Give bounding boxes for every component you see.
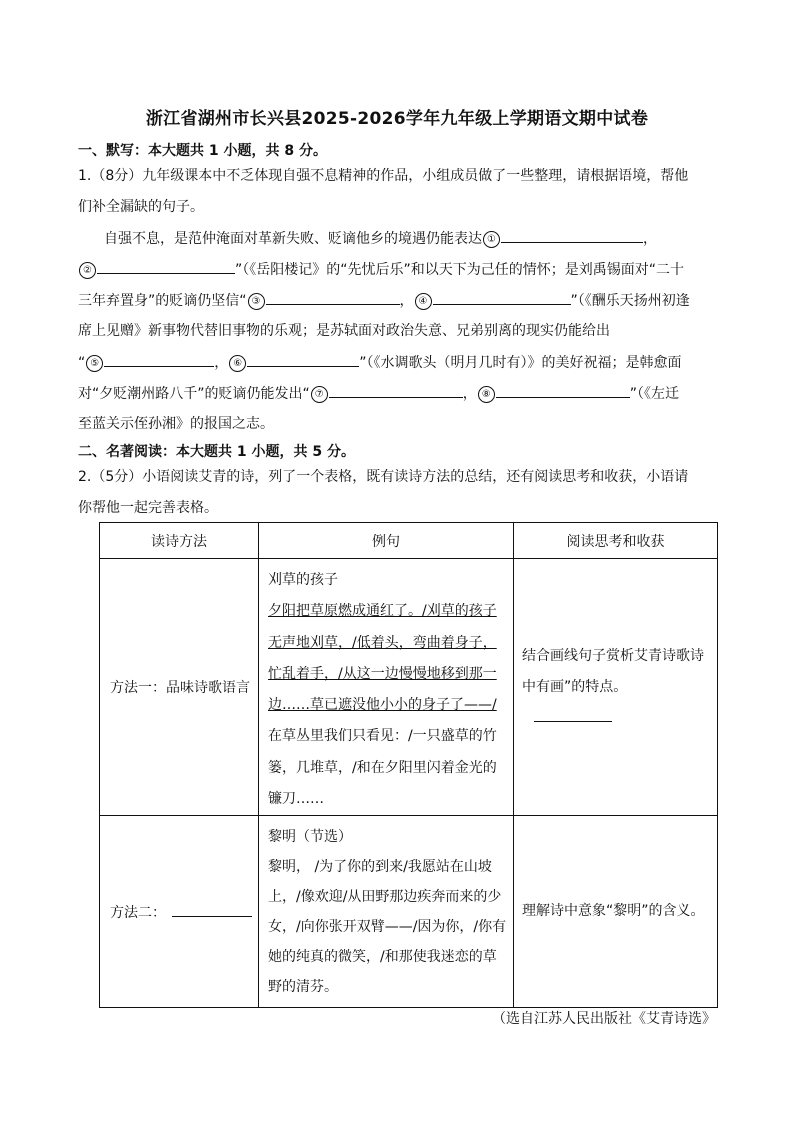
- row1-thought-line-2: 中有画”的特点。: [522, 678, 628, 695]
- row2-method-cell: [100, 816, 259, 1008]
- text: ”（《岳阳楼记》的“先忧后乐”和以天下为己任的情怀；是刘禹锡面对“二十: [235, 262, 685, 278]
- answer-blank-4[interactable]: [433, 290, 571, 305]
- text: ，: [399, 293, 414, 309]
- page-title: 浙江省湖州市长兴县2025-2026学年九年级上学期语文期中试卷: [145, 109, 649, 129]
- q1-paragraph-line-5: [78, 352, 682, 373]
- row1-poem-line-5: 在草丛里我们只看见：/一只盛草的竹: [268, 728, 497, 745]
- row1-poem-underlined-4: 边……草已遮没他小小的身子了——/: [268, 697, 497, 714]
- blank-marker-4: ④: [415, 293, 432, 310]
- answer-blank-1[interactable]: [501, 228, 643, 243]
- row1-poem-line-6: 篓，几堆草，/和在夕阳里闪着金光的: [268, 759, 497, 776]
- row1-poem-line-7: 镰刀……: [268, 791, 324, 808]
- header-thought: 阅读思考和收获: [514, 523, 718, 559]
- text: ”（《酬乐天扬州初逢: [570, 293, 690, 309]
- text: ，: [462, 386, 477, 402]
- text: ，: [214, 355, 229, 371]
- row1-thought: [514, 559, 718, 816]
- blank-marker-3: ③: [248, 293, 265, 310]
- q1-paragraph-line-3: [78, 290, 690, 311]
- blank-marker-5: ⑤: [86, 355, 103, 372]
- table-row-2: [100, 816, 718, 1008]
- row1-poem-title: 刈草的孩子: [268, 572, 338, 588]
- answer-blank-5[interactable]: [104, 352, 214, 367]
- answer-blank-3[interactable]: [266, 290, 400, 305]
- row1-method: 方法一：品味诗歌语言: [100, 559, 259, 816]
- blank-marker-1: ①: [483, 231, 500, 248]
- section-2-heading: 二、名著阅读：本大题共 1 小题，共 5 分。: [78, 444, 355, 460]
- row2-thought: 理解诗中意象“黎明”的含义。: [514, 816, 718, 1008]
- row2-poem-line-1: 黎明， /为了你的到来/我愿站在山坡: [268, 859, 492, 876]
- header-example: 例句: [259, 523, 514, 559]
- reading-table: [99, 522, 718, 1008]
- row2-example: [259, 816, 514, 1008]
- blank-marker-2: ②: [79, 262, 96, 279]
- row1-poem-underlined-2: 无声地刈草，/低着头，弯曲着身子，: [268, 634, 497, 651]
- row2-poem-line-4: 她的纯真的微笑，/和那使我迷恋的草: [268, 949, 497, 966]
- answer-blank-8[interactable]: [496, 383, 630, 398]
- row2-poem-line-3: 女，/向你张开双臂——/因为你，/你有: [268, 919, 507, 936]
- section-1-heading: 一、默写：本大题共 1 小题，共 8 分。: [78, 143, 327, 159]
- blank-marker-7: ⑦: [311, 386, 328, 403]
- row1-poem-underlined-1: 夕阳把草原燃成通红了。/刈草的孩子: [268, 603, 497, 620]
- q2-prompt-line-2: 你帮他一起完善表格。: [78, 500, 218, 516]
- text: ”（《左迁: [629, 386, 680, 402]
- q1-paragraph-line-2: [78, 259, 684, 280]
- text: 自强不息，是范仲淹面对革新失败、贬谪他乡的境遇仍能表达: [104, 231, 482, 247]
- header-method: 读诗方法: [100, 523, 259, 559]
- table-header-row: [100, 523, 718, 559]
- q1-prompt-line-1: 1.（8分）九年级课本中不乏体现自强不息精神的作品，小组成员做了一些整理，请根据语境，帮他: [78, 168, 689, 184]
- text: 对“夕贬潮州路八千”的贬谪仍能发出“: [78, 386, 310, 402]
- row1-answer-blank[interactable]: [534, 707, 612, 722]
- row2-poem-line-2: 上，/像欢迎/从田野那边疾奔而来的少: [268, 889, 502, 906]
- row2-method: 方法二：: [110, 904, 166, 921]
- table-row-1: [100, 559, 718, 816]
- text: “: [78, 355, 86, 371]
- row2-poem-line-5: 野的清芬。: [268, 979, 338, 996]
- text: ，: [643, 231, 657, 247]
- answer-blank-2[interactable]: [97, 259, 235, 274]
- text: 三年弃置身”的贬谪仍坚信“: [78, 293, 247, 309]
- answer-blank-7[interactable]: [329, 383, 463, 398]
- row1-thought-line-2-wrap: [522, 672, 709, 734]
- row1-thought-line-1: 结合画线句子赏析艾青诗歌诗: [522, 647, 704, 664]
- q1-paragraph-line-4: 席上见赠》新事物代替旧事物的乐观；是苏轼面对政治失意、兄弟别离的现实仍能给出: [78, 323, 610, 339]
- q1-paragraph-line-6: [78, 383, 679, 404]
- q1-prompt-line-2: 们补全漏缺的句子。: [78, 199, 204, 215]
- source-note: （选自江苏人民出版社《艾青诗选》: [492, 1011, 716, 1027]
- q1-paragraph-line-7: 至蓝关示侄孙湘》的报国之志。: [78, 416, 274, 432]
- q2-prompt-line-1: 2.（5分）小语阅读艾青的诗，列了一个表格，既有读诗方法的总结，还有阅读思考和收获，小语请: [78, 469, 689, 485]
- row2-poem-title: 黎明（节选）: [268, 829, 352, 846]
- blank-marker-8: ⑧: [478, 386, 495, 403]
- blank-marker-6: ⑥: [229, 355, 246, 372]
- answer-blank-6[interactable]: [247, 352, 359, 367]
- row2-method-blank[interactable]: [172, 902, 252, 917]
- row1-poem-underlined-3: 忙乱着手，/从这一边慢慢地移到那一: [268, 665, 497, 682]
- q1-paragraph-line-1: [104, 228, 657, 249]
- row1-example: [259, 559, 514, 816]
- text: ”（《水调歌头（明月几时有）》的美好祝福；是韩愈面: [359, 355, 682, 371]
